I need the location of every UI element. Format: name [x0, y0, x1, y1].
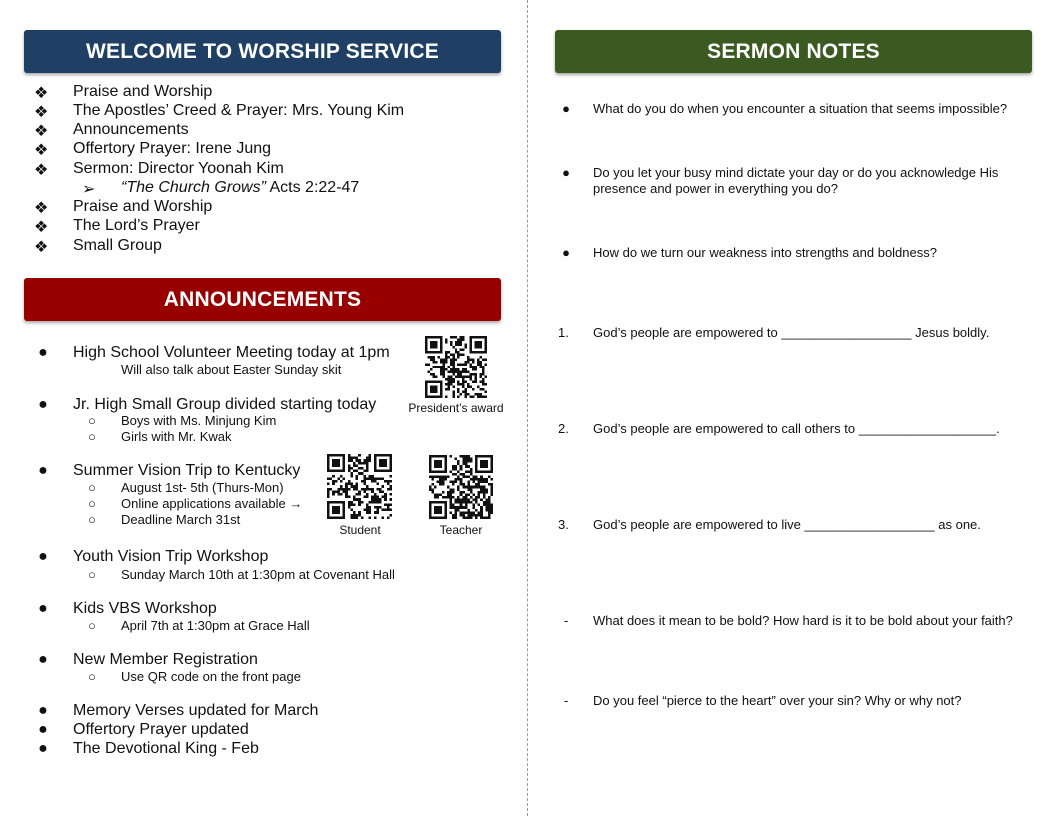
dash-bullet: - — [564, 693, 569, 708]
circle-bullet-icon: ○ — [88, 512, 96, 527]
sermon-title: “The Church Grows” — [121, 179, 266, 196]
announcement-sub: April 7th at 1:30pm at Grace Hall — [121, 618, 310, 633]
announcement-item: High School Volunteer Meeting today at 1pm — [73, 344, 390, 361]
diamond-bullet-icon: ❖ — [34, 219, 49, 236]
announcement-item: Summer Vision Trip to Kentucky — [73, 462, 301, 479]
announcement-item: Jr. High Small Group divided starting today — [73, 396, 377, 413]
fill-in-point: God’s people are empowered to live __________________ as one. — [593, 517, 981, 532]
president-award-qr-icon[interactable] — [425, 336, 487, 398]
announcement-sub: Deadline March 31st — [121, 512, 241, 527]
qr-caption-student: Student — [339, 523, 381, 537]
reflection-question-continued: presence and power in everything you do? — [593, 181, 838, 196]
announcement-item: Memory Verses updated for March — [73, 702, 319, 719]
circle-bullet-icon: ○ — [88, 669, 96, 684]
announcement-sub: Online applications available → — [121, 496, 303, 511]
diamond-bullet-icon: ❖ — [34, 85, 49, 102]
announcements-title: ANNOUNCEMENTS — [163, 287, 362, 311]
service-item: Sermon: Director Yoonah Kim — [73, 160, 284, 177]
qr-caption-president: President’s award — [408, 401, 504, 415]
diamond-bullet-icon: ❖ — [34, 142, 49, 159]
bullet-icon: ● — [38, 396, 48, 413]
point-number: 1. — [558, 325, 569, 340]
fill-in-point: God’s people are empowered to __________________ Jesus boldly. — [593, 325, 990, 340]
bullet-icon: ● — [38, 600, 48, 617]
announcement-sub: Sunday March 10th at 1:30pm at Covenant Hall — [121, 567, 395, 582]
point-number: 3. — [558, 517, 569, 532]
announcement-item: Kids VBS Workshop — [73, 600, 217, 617]
sermon-reference — [121, 179, 359, 197]
service-item: The Lord’s Prayer — [73, 217, 200, 234]
circle-bullet-icon: ○ — [88, 429, 96, 444]
reflection-question: What do you do when you encounter a situation that seems impossible? — [593, 101, 1008, 116]
service-item: Praise and Worship — [73, 198, 213, 215]
diamond-bullet-icon: ❖ — [34, 162, 49, 179]
announcement-sub: Boys with Ms. Minjung Kim — [121, 413, 277, 428]
service-item: Offertory Prayer: Irene Jung — [73, 140, 272, 157]
diamond-bullet-icon: ❖ — [34, 123, 49, 140]
bullet-icon: ● — [38, 721, 48, 738]
discussion-question: What does it mean to be bold? How hard is it to be bold about your faith? — [593, 613, 1013, 628]
bullet-icon: ● — [562, 165, 570, 180]
bullet-icon: ● — [38, 740, 48, 757]
announcement-item: New Member Registration — [73, 651, 258, 668]
bullet-icon: ● — [38, 462, 48, 479]
fill-in-point: God’s people are empowered to call others to ___________________. — [593, 421, 1000, 436]
bullet-icon: ● — [38, 651, 48, 668]
bullet-icon: ● — [38, 344, 48, 361]
welcome-title: WELCOME TO WORSHIP SERVICE — [86, 39, 439, 63]
diamond-bullet-icon: ❖ — [34, 104, 49, 121]
sermon-notes-title: SERMON NOTES — [707, 39, 880, 63]
bullet-icon: ● — [562, 245, 570, 260]
reflection-question: How do we turn our weakness into strengths and boldness? — [593, 245, 937, 260]
welcome-banner — [24, 30, 501, 73]
circle-bullet-icon: ○ — [88, 413, 96, 428]
sermon-notes-banner — [555, 30, 1032, 73]
circle-bullet-icon: ○ — [88, 480, 96, 495]
circle-bullet-icon: ○ — [88, 496, 96, 511]
dash-bullet: - — [564, 613, 569, 628]
announcement-item: Youth Vision Trip Workshop — [73, 548, 269, 565]
service-item: Praise and Worship — [73, 83, 213, 100]
fold-divider — [527, 0, 528, 816]
service-item: Announcements — [73, 121, 189, 138]
student-application-qr-icon[interactable] — [327, 454, 392, 519]
qr-caption-teacher: Teacher — [439, 523, 483, 537]
teacher-application-qr-icon[interactable] — [429, 455, 493, 519]
sermon-passage: Acts 2:22-47 — [265, 179, 360, 196]
bullet-icon: ● — [562, 101, 570, 116]
circle-bullet-icon: ○ — [88, 618, 96, 633]
reflection-question: Do you let your busy mind dictate your day or do you acknowledge His — [593, 165, 999, 180]
announcement-sub: August 1st- 5th (Thurs-Mon) — [121, 480, 284, 495]
announcement-note: Will also talk about Easter Sunday skit — [121, 362, 342, 377]
service-item: Small Group — [73, 237, 162, 254]
bullet-icon: ● — [38, 702, 48, 719]
announcement-item: Offertory Prayer updated — [73, 721, 249, 738]
point-number: 2. — [558, 421, 569, 436]
arrow-bullet-icon: ➢ — [82, 181, 96, 198]
announcement-item: The Devotional King - Feb — [73, 740, 259, 757]
announcement-sub: Use QR code on the front page — [121, 669, 301, 684]
diamond-bullet-icon: ❖ — [34, 239, 49, 256]
bullet-icon: ● — [38, 548, 48, 565]
circle-bullet-icon: ○ — [88, 567, 96, 582]
discussion-question: Do you feel “pierce to the heart” over your sin? Why or why not? — [593, 693, 962, 708]
announcement-sub: Girls with Mr. Kwak — [121, 429, 232, 444]
service-item: The Apostles’ Creed & Prayer: Mrs. Young Kim — [73, 102, 405, 119]
announcements-banner — [24, 278, 501, 321]
diamond-bullet-icon: ❖ — [34, 200, 49, 217]
